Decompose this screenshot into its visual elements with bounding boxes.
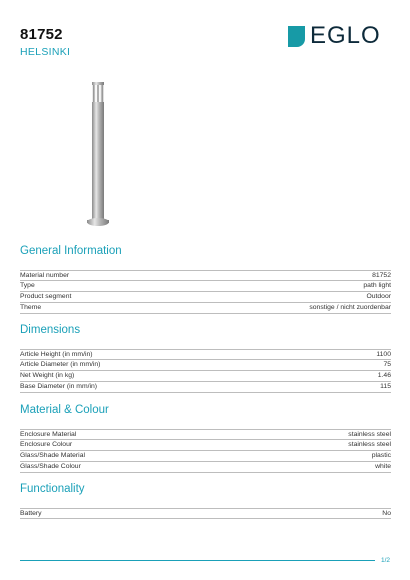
table-row (20, 360, 391, 371)
page-number: 1/2 (380, 557, 390, 564)
product-image (86, 82, 110, 228)
table-row (20, 429, 391, 440)
row-value: white (375, 463, 391, 470)
table-row (20, 462, 391, 473)
row-value: stainless steel (348, 441, 391, 448)
row-label: Enclosure Material (20, 430, 77, 438)
section-title: Material & Colour (20, 404, 109, 416)
table-row (20, 292, 391, 303)
row-label: Glass/Shade Colour (20, 463, 81, 470)
row-label: Enclosure Colour (20, 441, 73, 448)
row-label: Net Weight (in kg) (20, 372, 75, 379)
table-row (20, 451, 391, 462)
table-row (20, 371, 391, 382)
section-general-information (20, 245, 391, 314)
logo-mark-icon (288, 26, 305, 47)
table-row (20, 508, 391, 519)
row-value: Outdoor (366, 293, 391, 300)
table-row (20, 349, 391, 360)
section-dimensions (20, 324, 391, 393)
section-functionality (20, 483, 391, 519)
row-value: sonstige / nicht zuordenbar (309, 304, 391, 311)
row-label: Type (20, 282, 35, 289)
row-value: No (382, 509, 391, 517)
row-label: Article Height (in mm/in) (20, 350, 93, 358)
row-value: plastic (371, 452, 391, 459)
page-footer (20, 557, 390, 564)
row-value: 81752 (372, 271, 391, 279)
section-material-colour (20, 404, 391, 473)
row-value: stainless steel (348, 430, 391, 438)
row-value: 115 (380, 383, 391, 390)
row-value: 75 (383, 361, 391, 368)
eglo-logo (288, 22, 381, 49)
row-label: Product segment (20, 293, 72, 300)
section-title: Dimensions (20, 324, 81, 336)
footer-divider (20, 560, 375, 561)
table-row (20, 270, 391, 281)
series-name: HELSINKI (20, 46, 71, 58)
row-label: Article Diameter (in mm/in) (20, 361, 101, 368)
article-number: 81752 (20, 26, 63, 43)
row-value: 1100 (376, 350, 391, 358)
section-title: Functionality (20, 483, 85, 495)
table-row (20, 281, 391, 292)
row-value: path light (363, 282, 391, 289)
section-title: General Information (20, 245, 122, 257)
row-label: Base Diameter (in mm/in) (20, 383, 98, 390)
row-label: Material number (20, 271, 70, 279)
table-row (20, 440, 391, 451)
table-row (20, 382, 391, 393)
table-row (20, 303, 391, 314)
row-label: Battery (20, 509, 42, 517)
row-label: Theme (20, 304, 42, 311)
logo-text: EGLO (310, 22, 381, 49)
row-label: Glass/Shade Material (20, 452, 85, 459)
row-value: 1.46 (377, 372, 391, 379)
document-header (20, 27, 70, 58)
